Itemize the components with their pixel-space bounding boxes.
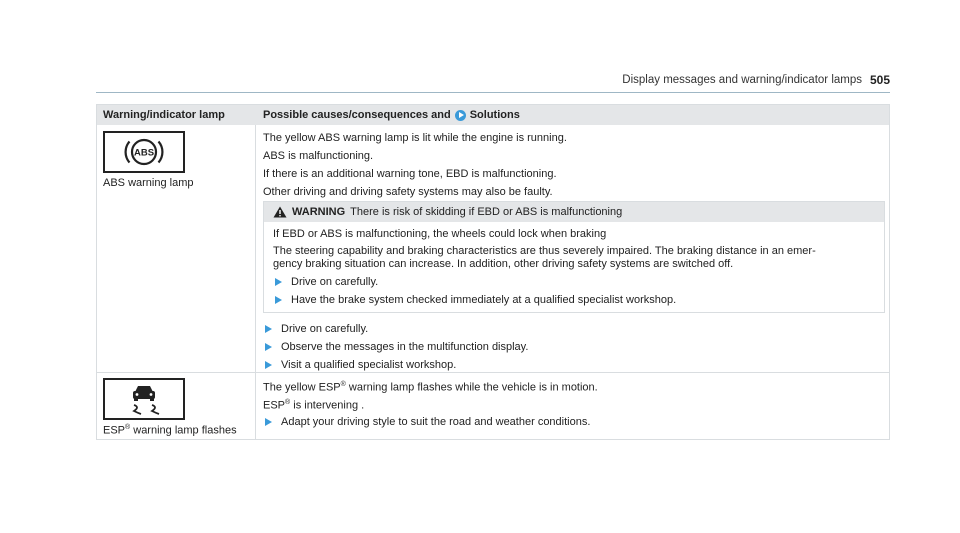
column-header-lamp: Warning/indicator lamp — [103, 109, 225, 121]
step-arrow-icon — [265, 361, 272, 369]
warning-step-1 — [275, 276, 378, 288]
column-divider — [255, 125, 256, 439]
abs-step-1-text: Drive on carefully. — [281, 323, 369, 335]
esp-text-2-suffix: is intervening . — [290, 399, 365, 412]
step-arrow-icon — [265, 325, 272, 333]
warning-text-1: If EBD or ABS is malfunctioning, the wheels could lock when braking — [273, 228, 607, 240]
esp-text-1-suffix: warning lamp flashes while the vehicle is in motion. — [345, 381, 598, 394]
warning-step-2-text: Have the brake system checked immediately at a qualified specialist workshop. — [291, 294, 677, 306]
page-header — [96, 70, 890, 93]
esp-step-1-text: Adapt your driving style to suit the road and weather conditions. — [281, 416, 591, 428]
column-header-causes-text: Possible causes/consequences and — [263, 109, 451, 121]
esp-lamp-label — [103, 424, 237, 437]
abs-text-2: ABS is malfunctioning. — [263, 150, 374, 162]
warning-box — [263, 201, 885, 313]
esp-label-prefix: ESP — [103, 424, 126, 437]
warning-triangle-icon — [273, 206, 287, 218]
abs-step-3-text: Visit a qualified specialist workshop. — [281, 359, 457, 371]
abs-text-3: If there is an additional warning tone, EBD is malfunctioning. — [263, 168, 557, 180]
warning-headline: There is risk of skidding if EBD or ABS is malfunctioning — [350, 206, 623, 218]
column-header-causes — [263, 109, 520, 121]
step-arrow-icon — [265, 343, 272, 351]
step-arrow-icon — [265, 418, 272, 426]
warning-text-3: gency braking situation can increase. In addition, other driving safety systems are switched off. — [273, 258, 734, 270]
warning-header — [264, 202, 884, 222]
row-divider — [97, 372, 889, 373]
esp-text-1-prefix: The yellow ESP — [263, 381, 341, 394]
registered-mark: ® — [340, 381, 346, 388]
header-title: Display messages and warning/indicator lamps — [622, 74, 862, 86]
abs-step-3 — [265, 359, 456, 371]
registered-mark: ® — [125, 424, 131, 431]
esp-warning-icon — [103, 378, 185, 420]
esp-label-suffix: warning lamp flashes — [130, 424, 237, 437]
abs-warning-icon — [103, 131, 185, 173]
esp-text-1 — [263, 378, 598, 395]
abs-icon-text: ABS — [133, 147, 155, 159]
abs-step-2 — [265, 341, 528, 353]
warning-title: WARNING — [292, 206, 346, 218]
abs-lamp-label: ABS warning lamp — [103, 177, 194, 189]
page-number: 505 — [869, 73, 890, 87]
esp-text-2-prefix: ESP — [263, 399, 286, 412]
registered-mark: ® — [285, 399, 291, 406]
solutions-arrow-icon — [455, 110, 466, 121]
step-arrow-icon — [275, 278, 282, 286]
warning-step-2 — [275, 294, 676, 306]
esp-text-2 — [263, 396, 364, 413]
warning-step-1-text: Drive on carefully. — [291, 276, 379, 288]
abs-step-2-text: Observe the messages in the multifunction display. — [281, 341, 529, 353]
esp-step-1 — [265, 416, 590, 428]
abs-step-1 — [265, 323, 368, 335]
step-arrow-icon — [275, 296, 282, 304]
abs-text-4: Other driving and driving safety systems may also be faulty. — [263, 186, 553, 198]
abs-text-1: The yellow ABS warning lamp is lit while the engine is running. — [263, 132, 567, 144]
warning-text-2: The steering capability and braking characteristics are thus severely impaired. The braking distance in an emer- — [273, 245, 816, 257]
column-header-solutions-text: Solutions — [469, 109, 520, 121]
table-header — [97, 105, 889, 125]
warning-lamp-table — [96, 104, 890, 440]
